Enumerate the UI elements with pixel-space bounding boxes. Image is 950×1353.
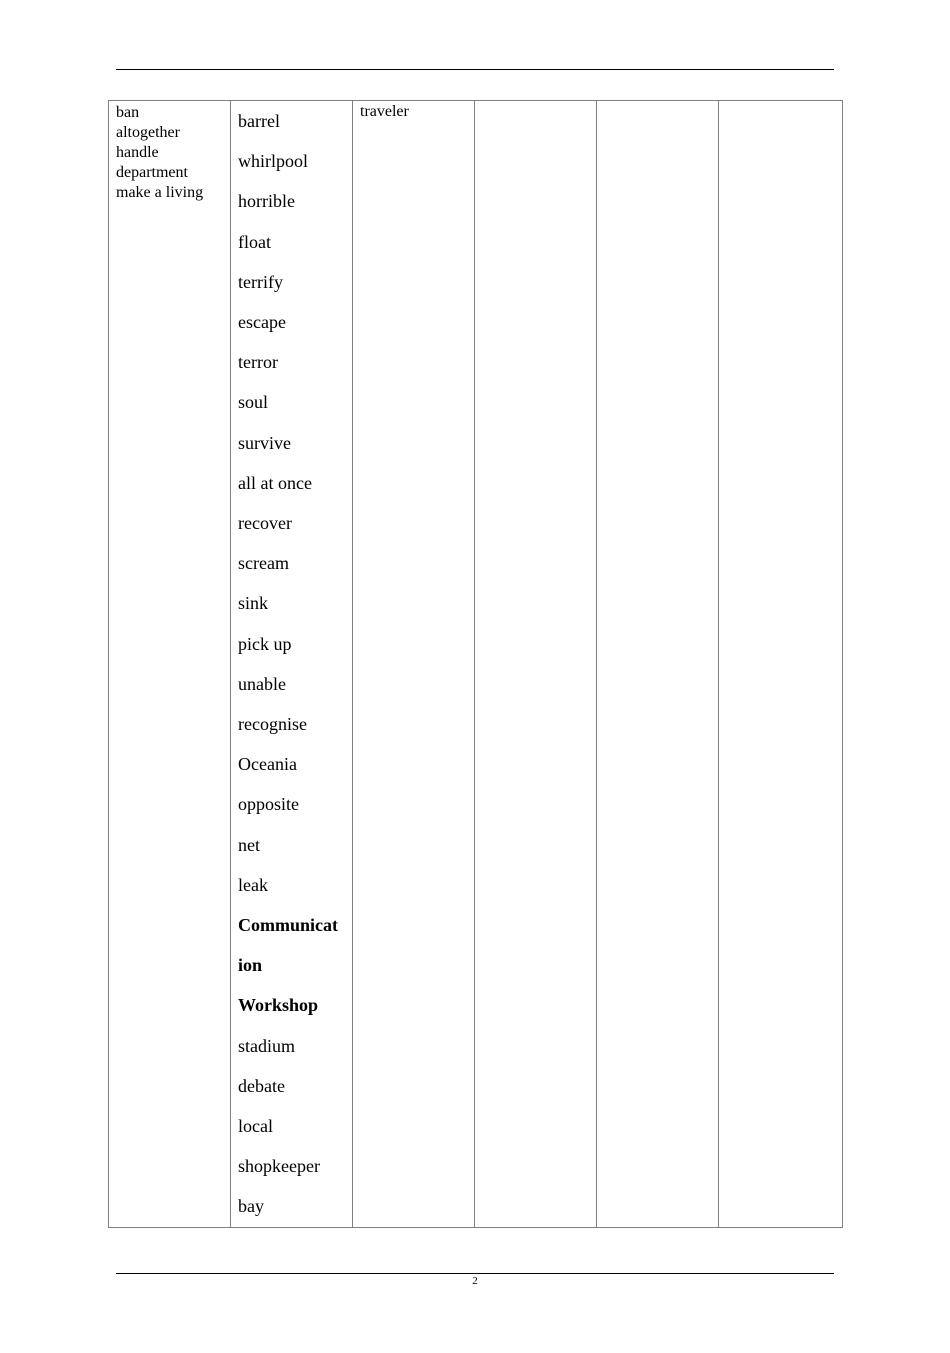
vocab-word: Oceania — [238, 754, 297, 775]
vocab-word: barrel — [238, 111, 280, 131]
vocab-word: float — [238, 231, 271, 252]
vocab-word: stadium — [238, 1035, 295, 1056]
vocab-word: handle — [116, 144, 159, 161]
vocab-word: altogether — [116, 124, 180, 141]
vocab-word: bay — [238, 1196, 264, 1217]
vocab-word: horrible — [238, 191, 295, 212]
vocab-word: traveler — [360, 103, 409, 120]
vocab-word: net — [238, 834, 260, 855]
table-cell-column-c — [353, 101, 475, 1228]
vocab-word: unable — [238, 673, 286, 694]
vocab-word: shopkeeper — [238, 1156, 320, 1177]
table-row — [109, 101, 843, 1228]
section-heading: Workshop — [238, 995, 319, 1016]
table-cell-column-f — [719, 101, 843, 1228]
vocabulary-table — [108, 100, 843, 1228]
vocab-word: whirlpool — [238, 151, 308, 172]
vocab-word: escape — [238, 312, 286, 333]
table-cell-column-b — [231, 101, 353, 1228]
vocab-word: soul — [238, 392, 269, 413]
table-cell-column-a — [109, 101, 231, 1228]
vocab-word: make a living — [116, 184, 204, 201]
vocab-word: sink — [238, 593, 269, 614]
vocab-word: terrify — [238, 271, 283, 292]
vocab-word: terror — [238, 352, 278, 373]
vocab-word: department — [116, 164, 188, 181]
vocab-word: recognise — [238, 714, 307, 735]
vocab-word: opposite — [238, 794, 299, 815]
vocab-word: ban — [116, 104, 140, 121]
vocab-word: scream — [238, 553, 289, 574]
page-number: 2 — [472, 1275, 478, 1287]
section-heading: ion — [238, 955, 263, 976]
section-heading: Communicat — [238, 915, 338, 936]
vocab-word: recover — [238, 513, 292, 534]
vocab-word: all at once — [238, 472, 312, 493]
vocab-word: leak — [238, 874, 268, 895]
vocab-word: local — [238, 1116, 273, 1137]
header-rule — [116, 69, 834, 70]
vocab-word: pick up — [238, 633, 292, 654]
vocab-word: debate — [238, 1075, 285, 1096]
vocab-word: survive — [238, 432, 291, 453]
table-cell-column-d — [475, 101, 597, 1228]
table-cell-column-e — [597, 101, 719, 1228]
